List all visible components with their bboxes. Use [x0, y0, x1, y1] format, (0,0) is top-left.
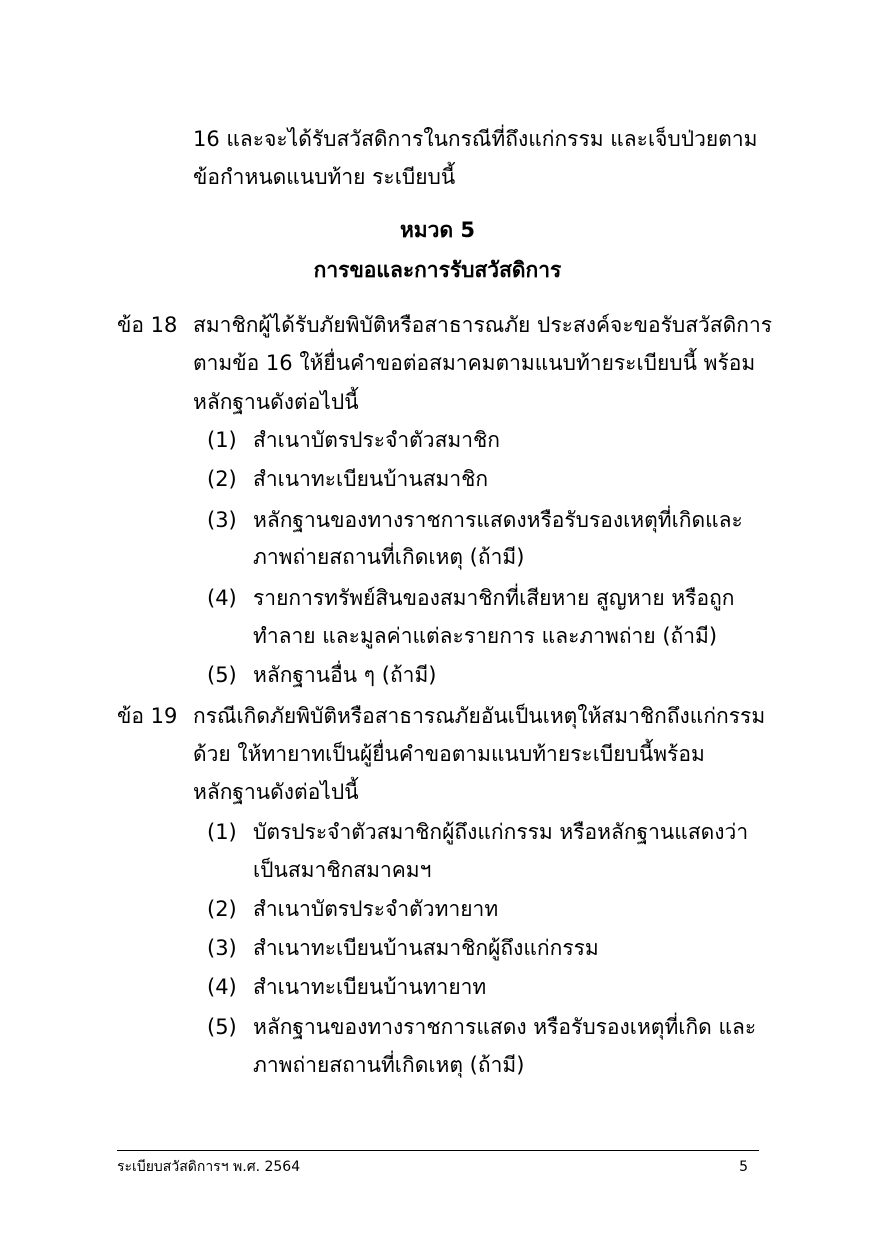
article-18-item-2-num: (2): [207, 467, 237, 491]
footer-page-number: 5: [739, 1159, 748, 1175]
article-18-item-3-text-2: ภาพถ่ายสถานที่เกิดเหตุ (ถ้ามี): [253, 545, 525, 569]
article-19-item-1-text-2: เป็นสมาชิกสมาคมฯ: [253, 858, 432, 882]
article-19-item-4-text: สำเนาทะเบียนบ้านทายาท: [253, 975, 487, 999]
footer-divider: [117, 1150, 759, 1151]
article-18-line-3: หลักฐานดังต่อไปนี้: [193, 390, 359, 414]
article-18-item-4-text-1: รายการทรัพย์สินของสมาชิกที่เสียหาย สูญหาย หรือถูก: [253, 586, 735, 610]
article-18-item-5-num: (5): [207, 663, 237, 687]
article-19-label: ข้อ 19: [117, 704, 178, 728]
article-19-item-1-text-1: บัตรประจำตัวสมาชิกผู้ถึงแก่กรรม หรือหลักฐานแสดงว่า: [253, 820, 749, 844]
article-19-item-2-text: สำเนาบัตรประจำตัวทายาท: [253, 897, 499, 921]
article-18-line-2: ตามข้อ 16 ให้ยื่นคำขอต่อสมาคมตามแนบท้ายระเบียบนี้ พร้อม: [193, 351, 756, 375]
article-18-item-3-text-1: หลักฐานของทางราชการแสดงหรือรับรองเหตุที่เกิดและ: [253, 508, 743, 532]
article-19-item-3-num: (3): [207, 936, 237, 960]
article-19-line-2: ด้วย ให้ทายาทเป็นผู้ยื่นคำขอตามแนบท้ายระเบียบนี้พร้อม: [193, 742, 705, 766]
chapter-title: การขอและการรับสวัสดิการ: [313, 258, 562, 282]
article-18-item-2-text: สำเนาทะเบียนบ้านสมาชิก: [253, 467, 489, 491]
intro-line-1: 16 และจะได้รับสวัสดิการในกรณีที่ถึงแก่กรรม และเจ็บป่วยตาม: [193, 127, 758, 151]
article-18-label: ข้อ 18: [117, 313, 178, 337]
article-19-item-5-text-1: หลักฐานของทางราชการแสดง หรือรับรองเหตุที่เกิด และ: [253, 1015, 757, 1039]
footer-doc-title: ระเบียบสวัสดิการฯ พ.ศ. 2564: [117, 1159, 301, 1175]
article-19-line-1: กรณีเกิดภัยพิบัติหรือสาธารณภัยอันเป็นเหตุให้สมาชิกถึงแก่กรรม: [193, 704, 766, 728]
article-19-item-4-num: (4): [207, 975, 237, 999]
article-18-item-3-num: (3): [207, 508, 237, 532]
article-18-item-5-text: หลักฐานอื่น ๆ (ถ้ามี): [253, 663, 437, 687]
article-19-line-3: หลักฐานดังต่อไปนี้: [193, 780, 359, 804]
article-18-item-1-num: (1): [207, 428, 237, 452]
chapter-number: หมวด 5: [399, 218, 476, 242]
article-19-item-1-num: (1): [207, 820, 237, 844]
article-18-item-1-text: สำเนาบัตรประจำตัวสมาชิก: [253, 428, 501, 452]
article-19-item-3-text: สำเนาทะเบียนบ้านสมาชิกผู้ถึงแก่กรรม: [253, 936, 599, 960]
intro-line-2: ข้อกำหนดแนบท้าย ระเบียบนี้: [193, 165, 456, 189]
article-18-line-1: สมาชิกผู้ได้รับภัยพิบัติหรือสาธารณภัย ประสงค์จะขอรับสวัสดิการ: [193, 313, 773, 337]
article-18-item-4-text-2: ทำลาย และมูลค่าแต่ละรายการ และภาพถ่าย (ถ้ามี): [253, 624, 718, 648]
article-19-item-2-num: (2): [207, 897, 237, 921]
article-18-item-4-num: (4): [207, 586, 237, 610]
article-19-item-5-num: (5): [207, 1015, 237, 1039]
article-19-item-5-text-2: ภาพถ่ายสถานที่เกิดเหตุ (ถ้ามี): [253, 1053, 525, 1077]
